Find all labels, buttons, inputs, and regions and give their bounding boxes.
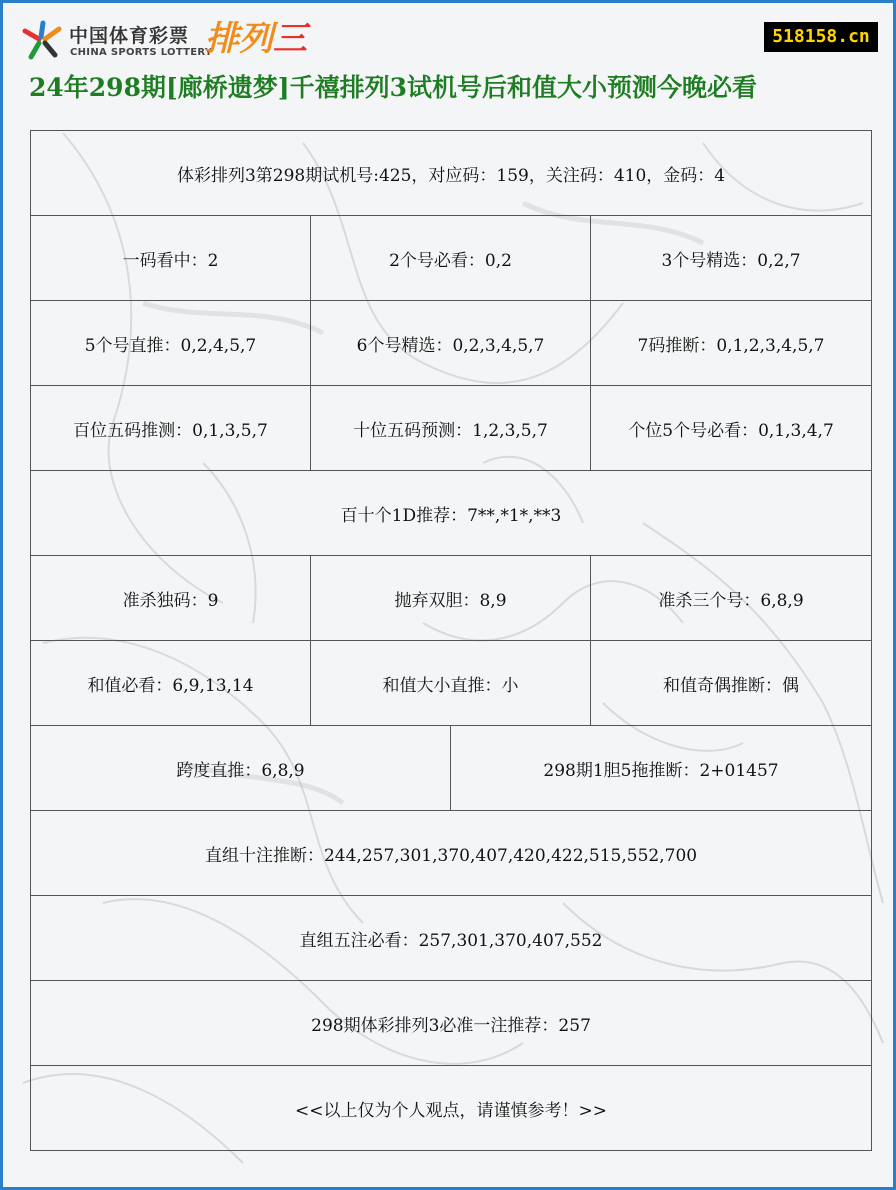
logo-brand-part1: 排列	[205, 19, 273, 59]
table-row	[31, 471, 872, 556]
table-row	[31, 216, 872, 301]
sum-size-cell: 和值大小直推：小	[311, 641, 591, 726]
six-codes-cell: 6个号精选：0,2,3,4,5,7	[311, 301, 591, 386]
prediction-table	[30, 130, 872, 1151]
table-row	[31, 131, 872, 216]
sports-lottery-star-icon	[19, 17, 65, 63]
five-codes-cell: 5个号直推：0,2,4,5,7	[31, 301, 311, 386]
table-row	[31, 896, 872, 981]
1d-recommend-cell: 百十个1D推荐：7**,*1*,**3	[31, 471, 872, 556]
sum-value-cell: 和值必看：6,9,13,14	[31, 641, 311, 726]
kill-three-cell: 准杀三个号：6,8,9	[591, 556, 872, 641]
table-row	[31, 981, 872, 1066]
one-bold-five-drag-cell: 298期1胆5拖推断：2+01457	[451, 726, 872, 811]
header	[3, 3, 893, 123]
logo-brand	[205, 17, 307, 61]
trial-number-cell: 体彩排列3第298期试机号:425，对应码：159，关注码：410，金码：4	[31, 131, 872, 216]
three-codes-cell: 3个号精选：0,2,7	[591, 216, 872, 301]
hundreds-position-cell: 百位五码推测：0,1,3,5,7	[31, 386, 311, 471]
site-badge[interactable]: 518158.cn	[764, 22, 878, 52]
china-sports-lottery-logo	[19, 17, 329, 67]
units-position-cell: 个位5个号必看：0,1,3,4,7	[591, 386, 872, 471]
five-bets-cell: 直组五注必看：257,301,370,407,552	[31, 896, 872, 981]
table-row	[31, 726, 872, 811]
disclaimer-cell: <<以上仅为个人观点，请谨慎参考！>>	[31, 1066, 872, 1151]
ten-bets-cell: 直组十注推断：244,257,301,370,407,420,422,515,552,700	[31, 811, 872, 896]
two-codes-cell: 2个号必看：0,2	[311, 216, 591, 301]
table-row	[31, 641, 872, 726]
one-bet-cell: 298期体彩排列3必准一注推荐：257	[31, 981, 872, 1066]
table-row	[31, 1066, 872, 1151]
logo-english-text: CHINA SPORTS LOTTERY	[70, 47, 213, 58]
table-row	[31, 811, 872, 896]
table-row	[31, 301, 872, 386]
drop-double-cell: 抛弃双胆：8,9	[311, 556, 591, 641]
logo-chinese-text: 中国体育彩票	[69, 25, 190, 47]
sum-parity-cell: 和值奇偶推断：偶	[591, 641, 872, 726]
table-row	[31, 556, 872, 641]
one-code-cell: 一码看中：2	[31, 216, 311, 301]
tens-position-cell: 十位五码预测：1,2,3,5,7	[311, 386, 591, 471]
kill-single-cell: 准杀独码：9	[31, 556, 311, 641]
table-row	[31, 386, 872, 471]
page-title: 24年298期[廊桥遗梦]千禧排列3试机号后和值大小预测今晚必看	[29, 73, 758, 102]
span-cell: 跨度直推：6,8,9	[31, 726, 451, 811]
seven-codes-cell: 7码推断：0,1,2,3,4,5,7	[591, 301, 872, 386]
logo-brand-part2: 三	[273, 19, 307, 59]
